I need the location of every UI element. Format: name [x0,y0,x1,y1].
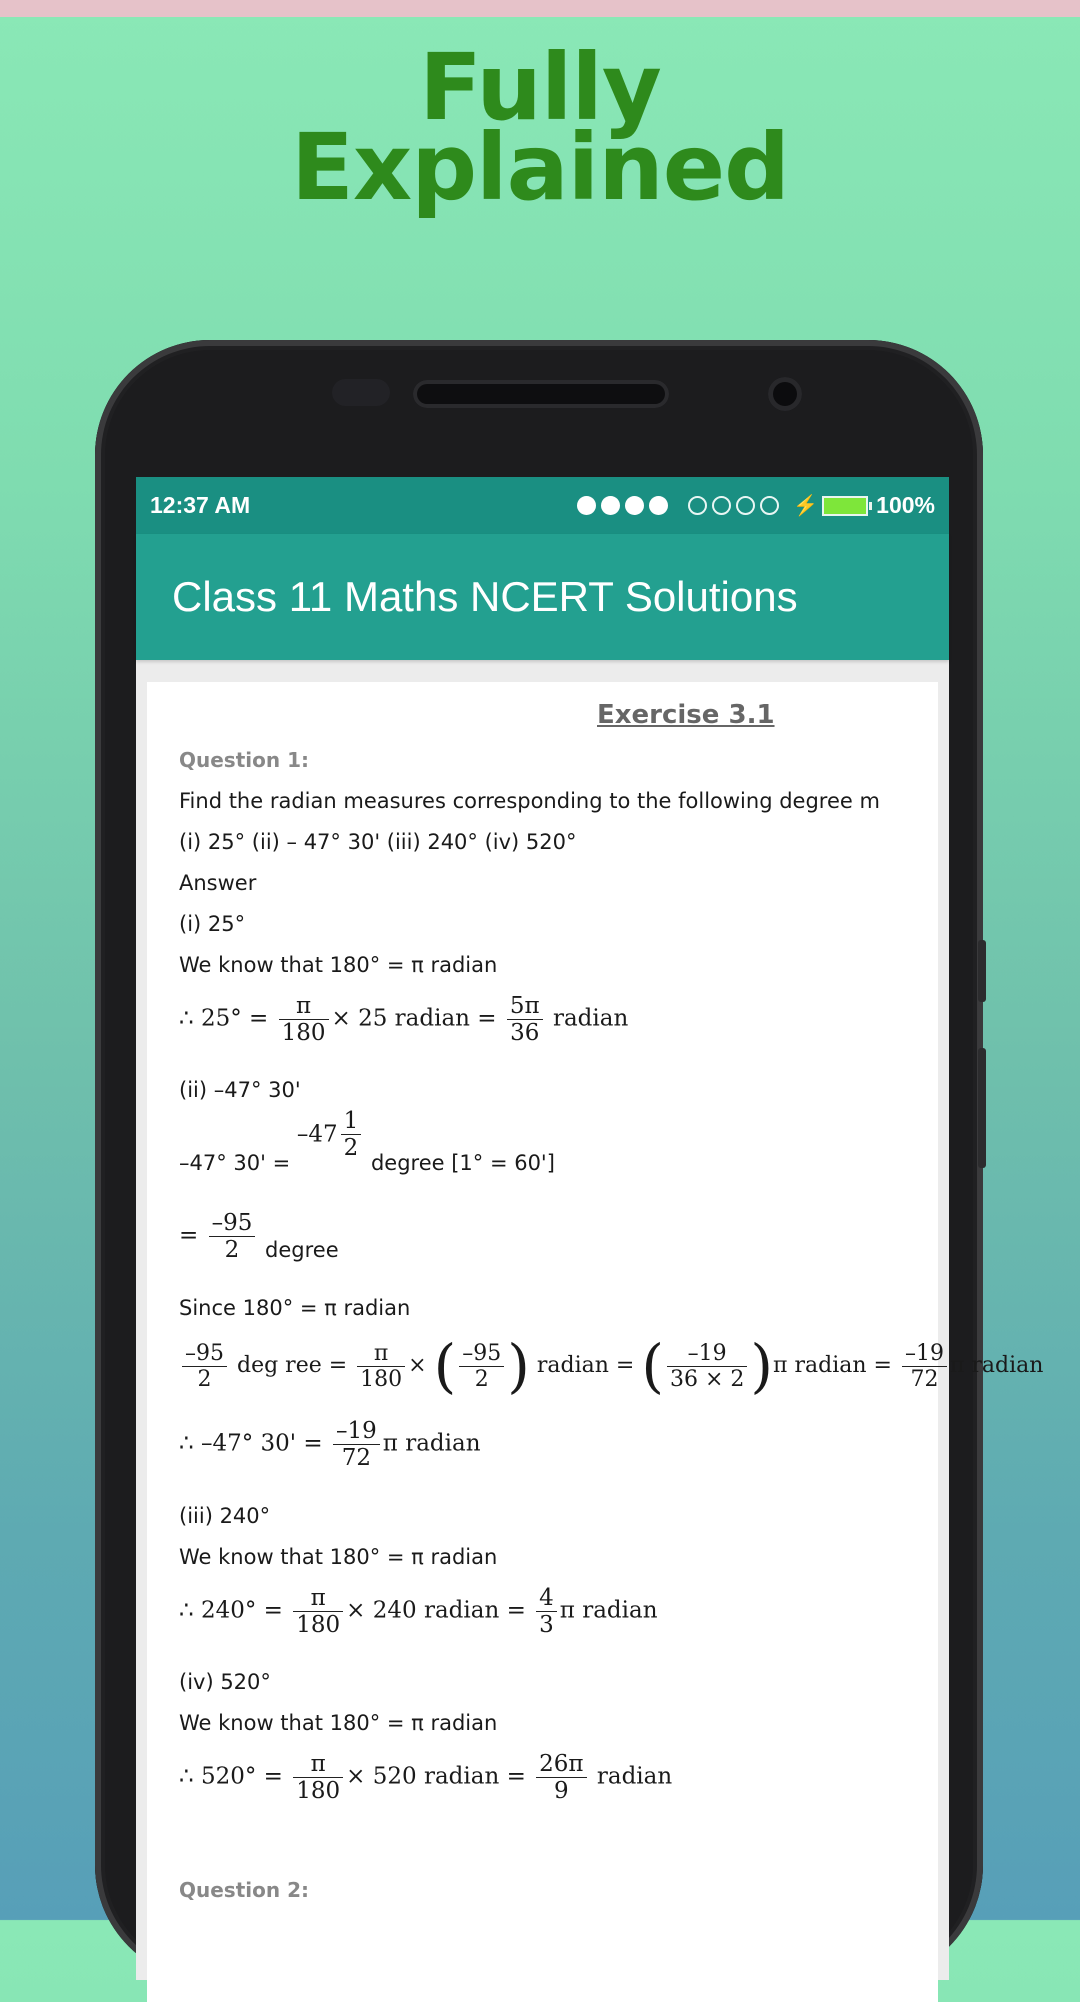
power-button [978,940,986,1002]
fraction [209,1210,256,1263]
part-iv-heading: (iv) 520° [179,1670,271,1694]
signal-dot-empty-icon [688,496,707,515]
fraction-denominator: 72 [910,1366,939,1392]
eq-text: –47° 30' = [179,1151,297,1175]
fraction-numerator: –19 [333,1418,380,1445]
top-strip [0,0,1080,17]
fraction-denominator: 180 [296,1612,341,1638]
fraction [341,1108,362,1161]
solution-document[interactable] [147,682,1044,2002]
known-fact-4: We know that 180° = π radian [179,1711,498,1735]
known-fact-1: We know that 180° = π radian [179,953,498,977]
fraction-denominator: 3 [539,1612,554,1638]
fraction-denominator: 72 [341,1445,372,1471]
fraction-numerator: π [293,1751,343,1778]
exercise-title: Exercise 3.1 [597,700,775,730]
fraction-numerator: 26π [536,1751,586,1778]
question-1-label: Question 1: [179,748,309,772]
eq-text: ∴ 520° = [179,1763,291,1790]
fraction [293,1751,343,1804]
phone-screen [136,477,1044,1980]
fraction-denominator: 2 [474,1366,489,1392]
eq-text: π radian [559,1597,658,1624]
fraction-numerator: 5π [507,993,543,1020]
mixed-fraction [297,1108,364,1161]
fraction-denominator: 2 [343,1135,359,1161]
fraction-denominator: 9 [554,1778,569,1804]
signal-dot-empty-icon [760,496,779,515]
eq-text: × 25 radian = [331,1005,504,1032]
fraction [182,1341,227,1392]
fraction-denominator: 2 [197,1366,212,1392]
signal-dot-icon [577,496,596,515]
fraction-numerator: –95 [209,1210,256,1237]
signal-dot-empty-icon [736,496,755,515]
question-1-parts: (i) 25° (ii) – 47° 30' (iii) 240° (iv) 520° [179,830,577,854]
fraction-numerator: 1 [341,1108,362,1135]
eq-text: degree [1° = 60'] [364,1151,555,1175]
battery-icon [822,496,868,516]
earpiece-speaker [413,380,669,408]
phone-frame [95,340,1044,1980]
app-bar [136,534,949,660]
promo-line-1: Fully [419,34,661,141]
equation-part-ii-a [179,1108,555,1175]
fraction-numerator: –19 [667,1341,747,1367]
charging-bolt-icon: ⚡ [793,495,819,517]
right-paren: ) [507,1332,530,1400]
eq-text: × [408,1353,434,1378]
eq-text: degree [258,1237,339,1262]
eq-text: ∴ 25° = [179,1005,276,1032]
eq-text: ∴ –47° 30' = [179,1430,331,1457]
fraction-denominator: 180 [281,1020,326,1046]
fraction-denominator: 180 [296,1778,341,1804]
equation-part-ii-d [179,1418,481,1471]
fraction-numerator: –95 [182,1341,227,1367]
equation-part-i [179,993,628,1046]
eq-text: π radian [382,1430,481,1457]
eq-text: radian [589,1763,673,1790]
equation-part-ii-b [179,1210,339,1263]
proximity-sensor [332,379,390,406]
part-ii-heading: (ii) –47° 30' [179,1078,301,1102]
signal-dot-empty-icon [712,496,731,515]
promo-line-2: Explained [291,114,789,221]
question-2-label: Question 2: [179,1878,309,1902]
left-paren: ( [641,1332,664,1400]
eq-text: radian [545,1005,629,1032]
fraction-denominator: 36 [510,1020,540,1046]
volume-button [978,1048,986,1168]
fraction [459,1341,504,1392]
fraction-numerator: 4 [536,1585,557,1612]
eq-text: radian = [529,1353,642,1378]
equation-part-iii [179,1585,658,1638]
eq-text: π radian [949,1353,1044,1378]
fraction-numerator: π [357,1341,405,1367]
fraction-denominator: 180 [360,1366,403,1392]
eq-text: = [179,1222,206,1249]
signal-dots-full [577,496,668,515]
eq-text: ∴ 240° = [179,1597,291,1624]
fraction [333,1418,380,1471]
fraction-denominator: 36 × 2 [669,1366,745,1392]
fraction [507,993,543,1046]
battery-percent: 100% [876,492,935,518]
fraction [279,993,329,1046]
fraction [536,1751,586,1804]
eq-text: × 240 radian = [346,1597,534,1624]
fraction [536,1585,557,1638]
fraction-numerator: π [293,1585,343,1612]
answer-label: Answer [179,871,257,895]
fraction-numerator: –19 [902,1341,947,1367]
equation-part-ii-c [179,1332,1043,1400]
app-title: Class 11 Maths NCERT Solutions [172,573,798,620]
part-iii-heading: (iii) 240° [179,1504,271,1528]
right-paren: ) [750,1332,774,1400]
fraction [357,1341,405,1392]
fraction [902,1341,947,1392]
front-camera-icon [768,377,802,411]
signal-dot-icon [625,496,644,515]
status-bar [136,477,949,534]
equation-part-iv [179,1751,672,1804]
since-statement: Since 180° = π radian [179,1296,411,1320]
question-1-text: Find the radian measures corresponding to the following degree m [179,789,880,813]
signal-dot-icon [649,496,668,515]
status-time: 12:37 AM [150,492,251,518]
left-paren: ( [433,1332,457,1400]
signal-dots-empty [688,496,779,515]
fraction-numerator: –95 [459,1341,504,1367]
eq-text: π radian = [773,1353,899,1378]
signal-dot-icon [601,496,620,515]
mixed-whole: –47 [296,1121,338,1148]
fraction [667,1341,747,1392]
fraction [293,1585,343,1638]
eq-text: × 520 radian = [346,1763,534,1790]
fraction-denominator: 2 [224,1237,240,1263]
eq-text: deg ree = [230,1353,355,1378]
fraction-numerator: π [279,993,329,1020]
promo-headline [0,34,1080,221]
part-i-heading: (i) 25° [179,912,246,936]
known-fact-3: We know that 180° = π radian [179,1545,498,1569]
